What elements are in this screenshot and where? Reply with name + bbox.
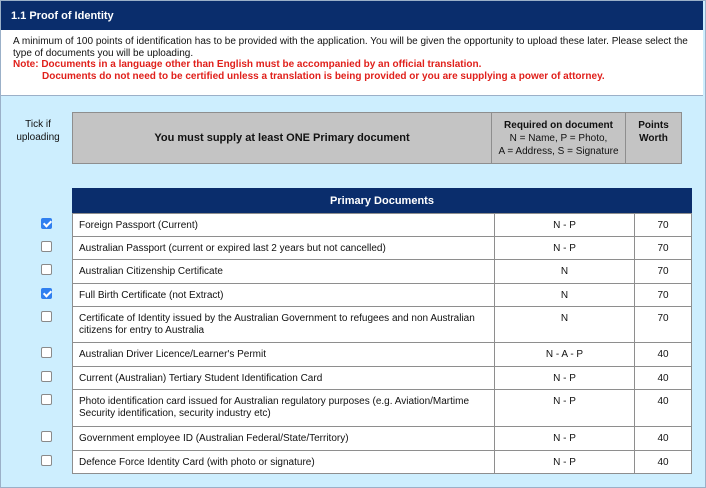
upload-checkbox[interactable] (41, 371, 52, 382)
document-name: Defence Force Identity Card (with photo or signature) (73, 451, 495, 473)
document-points: 70 (657, 266, 669, 277)
upload-checkbox[interactable] (41, 431, 52, 442)
note-line-1: Note: Documents in a language other than English must be accompanied by an official translation. (13, 59, 482, 70)
document-points: 40 (657, 396, 669, 407)
required-header-title: Required on document (504, 120, 613, 131)
required-on-document-header (492, 112, 626, 164)
document-row (72, 236, 692, 260)
document-required: N (495, 260, 635, 283)
document-required: N - P (495, 427, 635, 450)
document-row (72, 283, 692, 307)
translation-note (13, 59, 691, 82)
document-points: 70 (657, 313, 669, 324)
upload-checkbox[interactable] (41, 347, 52, 358)
document-name: Certificate of Identity issued by the Australian Government to refugees and non Australian citizens for entry to Australia (73, 307, 495, 342)
points-header-line-2: Worth (639, 133, 668, 144)
tick-header-line-2: uploading (16, 132, 60, 143)
document-name: Foreign Passport (Current) (73, 214, 495, 236)
document-row (72, 213, 692, 237)
document-row (72, 426, 692, 451)
primary-requirement-text: You must supply at least ONE Primary document (72, 112, 492, 164)
document-required: N (495, 307, 635, 342)
tick-header-line-1: Tick if (25, 119, 51, 130)
document-row (72, 450, 692, 474)
document-required: N - P (495, 237, 635, 259)
tick-column-header (10, 118, 66, 144)
upload-checkbox[interactable] (41, 311, 52, 322)
section-title: 1.1 Proof of Identity (11, 10, 114, 22)
document-name: Photo identification card issued for Australian regulatory purposes (e.g. Aviation/Martime Security identification, security industry etc) (73, 390, 495, 426)
document-points: 70 (657, 243, 669, 254)
primary-documents-title: Primary Documents (330, 194, 434, 207)
document-name: Full Birth Certificate (not Extract) (73, 284, 495, 306)
document-row (72, 389, 692, 427)
upload-checkbox[interactable] (41, 394, 52, 405)
required-legend-2: A = Address, S = Signature (498, 146, 619, 157)
upload-checkbox[interactable] (41, 264, 52, 275)
points-header-line-1: Points (638, 120, 669, 131)
document-required: N - P (495, 390, 635, 426)
document-required: N (495, 284, 635, 306)
document-row (72, 259, 692, 284)
document-points: 40 (657, 433, 669, 444)
document-points: 70 (657, 290, 669, 301)
document-row (72, 342, 692, 367)
document-points: 40 (657, 373, 669, 384)
upload-checkbox[interactable] (41, 218, 52, 229)
document-points: 70 (657, 220, 669, 231)
document-required: N - A - P (495, 343, 635, 366)
upload-checkbox[interactable] (41, 288, 52, 299)
section-header (1, 1, 703, 30)
primary-documents-header (72, 188, 692, 213)
note-line-2: Documents do not need to be certified unless a translation is being provided or you are supplying a power of attorney. (42, 70, 605, 82)
required-legend-1: N = Name, P = Photo, (509, 133, 608, 144)
document-name: Australian Citizenship Certificate (73, 260, 495, 283)
document-row (72, 306, 692, 343)
document-points: 40 (657, 349, 669, 360)
intro-box (1, 30, 703, 96)
document-required: N - P (495, 367, 635, 389)
document-required: N - P (495, 451, 635, 473)
intro-text: A minimum of 100 points of identification has to be provided with the application. You will be given the opportunity to upload these later. Please select the type of documents you will be uploading. (13, 36, 688, 59)
requirements-header (72, 112, 692, 164)
document-name: Government employee ID (Australian Federal/State/Territory) (73, 427, 495, 450)
upload-checkbox[interactable] (41, 241, 52, 252)
document-row (72, 366, 692, 390)
document-points: 40 (657, 457, 669, 468)
document-name: Australian Passport (current or expired last 2 years but not cancelled) (73, 237, 495, 259)
upload-checkbox[interactable] (41, 455, 52, 466)
document-name: Current (Australian) Tertiary Student Identification Card (73, 367, 495, 389)
document-required: N - P (495, 214, 635, 236)
document-name: Australian Driver Licence/Learner's Permit (73, 343, 495, 366)
points-worth-header (626, 112, 682, 164)
